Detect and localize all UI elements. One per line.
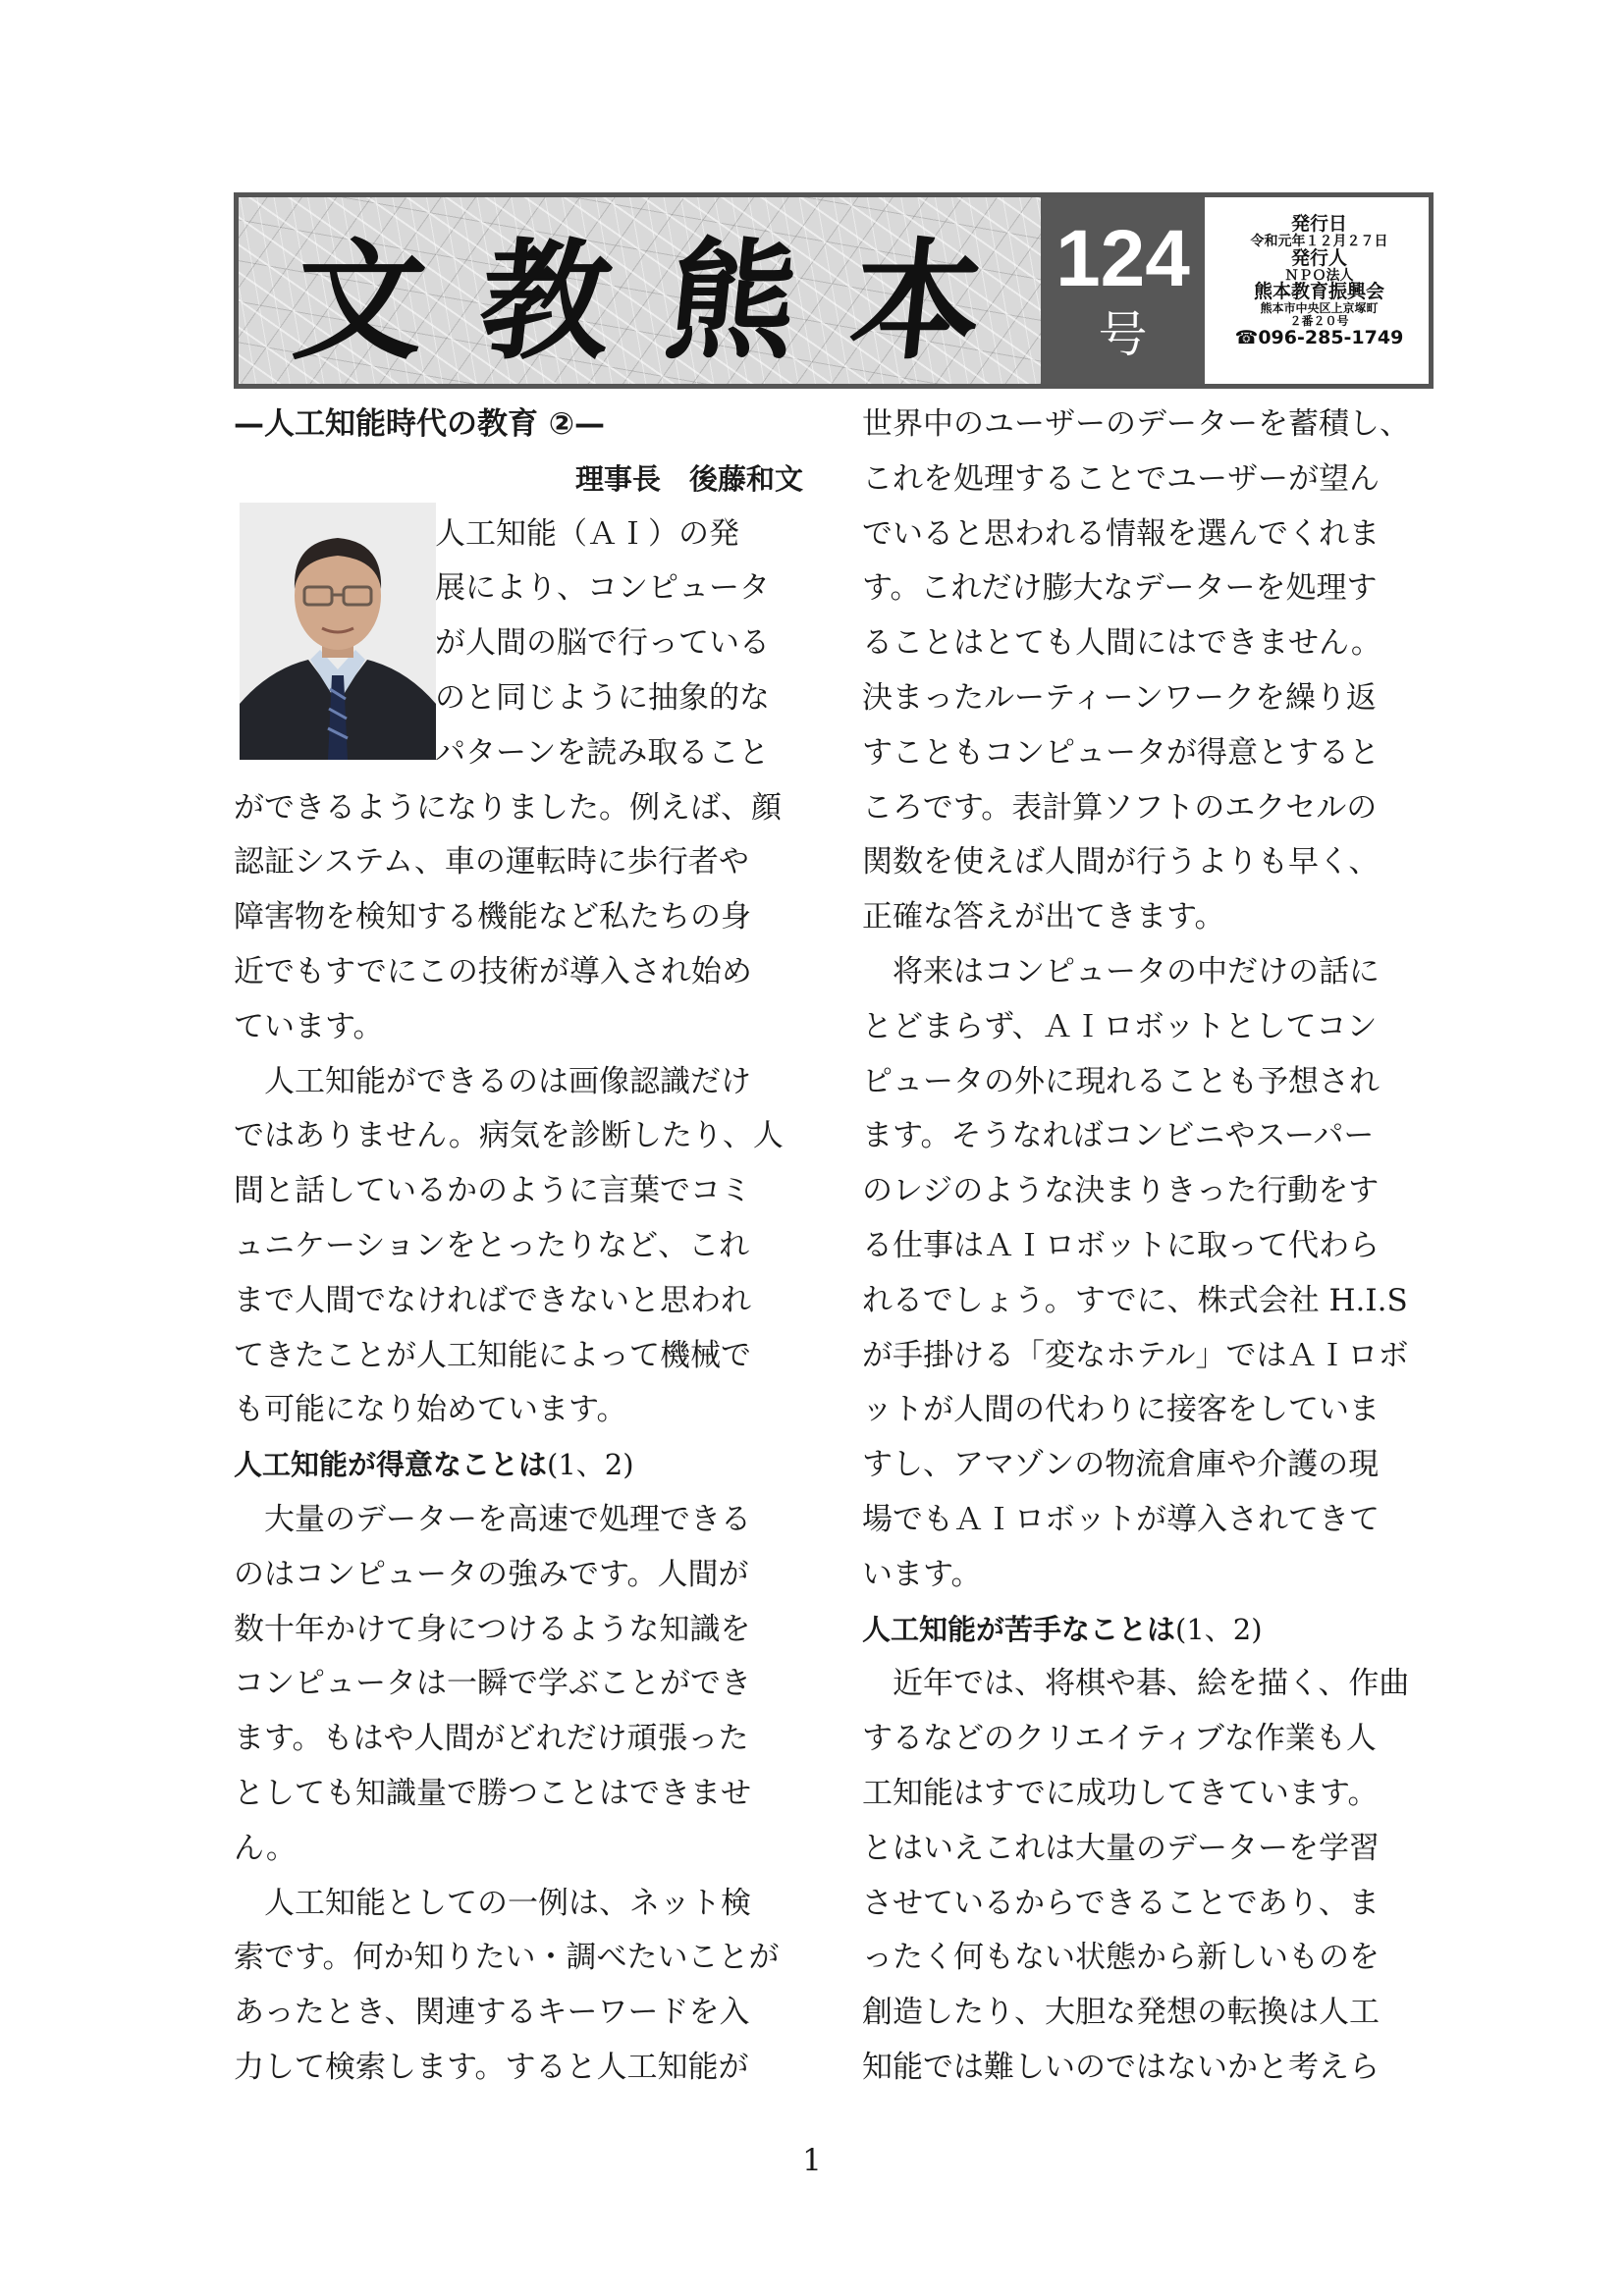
org-name: 熊本教育振興会	[1253, 281, 1384, 303]
publication-info	[1210, 197, 1429, 384]
text-line: ん。	[234, 1830, 297, 1866]
text-line: 関数を使えば人間が行うよりも早く、	[862, 844, 1380, 881]
text-line: 場でもＡＩロボットが導入されてきて	[862, 1501, 1380, 1537]
text-line: 大量のデーターを高速で処理できる	[234, 1501, 751, 1537]
text-line: 人工知能ができるのは画像認識だけ	[234, 1063, 751, 1099]
title-char: 本	[844, 226, 991, 378]
section-heading-text: 人工知能が苦手なことは	[862, 1612, 1176, 1646]
text-line: これを処理することでユーザーが望ん	[862, 460, 1380, 497]
text-line: が人間の脳で行っている	[435, 625, 770, 662]
text-line: 間と話しているかのように言葉でコミ	[234, 1173, 751, 1209]
text-line: 創造したり、大胆な発想の転換は人工	[862, 1995, 1380, 2031]
text-line: させているからできることであり、ま	[862, 1885, 1380, 1921]
text-line: てきたことが人工知能によって機械で	[234, 1337, 751, 1373]
section-heading-text: 人工知能が得意なことは	[234, 1448, 548, 1482]
text-line: す。これだけ膨大なデーターを処理す	[862, 570, 1378, 607]
date-label: 発行日	[1290, 213, 1347, 235]
text-line: 決まったルーティーンワークを繰り返	[862, 679, 1377, 716]
text-line: 正確な答えが出てきます。	[862, 899, 1225, 935]
text-line: います。	[862, 1556, 982, 1592]
address-line-2: ２番２０号	[1289, 313, 1349, 328]
text-line: パターンを読み取ること	[435, 734, 770, 771]
text-line: すこともコンピュータが得意とすると	[862, 734, 1380, 771]
text-line: ができるようになりました。例えば、顔	[234, 789, 782, 826]
text-line: 知能では難しいのではないかと考えら	[862, 2049, 1380, 2085]
text-line: ころです。表計算ソフトのエクセルの	[862, 789, 1378, 826]
text-line: としても知識量で勝つことはできませ	[234, 1775, 751, 1811]
text-line: コンピュータは一瞬で学ぶことができ	[234, 1666, 751, 1702]
text-line: 近でもすでにこの技術が導入され始め	[234, 953, 752, 989]
org-type: ＮＰＯ法人	[1284, 267, 1354, 284]
publication-date: 令和元年１２月２７日	[1250, 233, 1388, 249]
text-line: のと同じように抽象的な	[435, 679, 770, 716]
section-heading-reference: (1、2)	[1175, 1612, 1263, 1646]
issue-unit: 号	[1098, 306, 1148, 363]
text-line: まで人間でなければできないと思われ	[234, 1282, 751, 1318]
title-char: 教	[472, 226, 619, 378]
text-line: ます。もはや人間がどれだけ頑張った	[234, 1721, 749, 1757]
text-line: 工知能はすでに成功してきています。	[862, 1775, 1379, 1811]
line-spacer	[234, 398, 803, 453]
publisher-label: 発行人	[1290, 246, 1347, 269]
issue-number-box	[1041, 197, 1210, 384]
text-line: も可能になり始めています。	[234, 1392, 627, 1428]
text-line: 将来はコンピュータの中だけの話に	[862, 953, 1380, 989]
title-char: 熊	[658, 226, 805, 378]
text-line: するなどのクリエイティブな作業も人	[862, 1721, 1377, 1757]
right-column	[862, 398, 1451, 2096]
text-line: れるでしょう。すでに、株式会社 H.I.S	[862, 1282, 1408, 1318]
text-line: 近年では、将棋や碁、絵を描く、作曲	[862, 1666, 1410, 1702]
section-heading-reference: (1、2)	[547, 1448, 634, 1482]
text-line: 人工知能としての一例は、ネット検	[234, 1885, 751, 1921]
author-byline: 理事長 後藤和文	[574, 462, 803, 496]
text-line: 障害物を検知する機能など私たちの身	[234, 899, 751, 935]
text-line: ュニケーションをとったりなど、これ	[234, 1227, 750, 1263]
text-line: 数十年かけて身につけるような知識を	[234, 1611, 751, 1647]
text-line: のはコンピュータの強みです。人間が	[234, 1556, 749, 1592]
line-spacer	[234, 453, 803, 507]
text-line: 人工知能（ＡＩ）の発	[435, 515, 739, 552]
text-line: ットが人間の代わりに接客をしていま	[862, 1392, 1380, 1428]
left-column	[234, 398, 803, 2096]
text-line: とはいえこれは大量のデーターを学習	[862, 1830, 1380, 1866]
text-line: る仕事はＡＩロボットに取って代わら	[862, 1227, 1380, 1263]
text-line: が手掛ける「変なホテル」ではＡＩロボ	[862, 1337, 1409, 1373]
text-line: 索です。何か知りたい・調べたいことが	[234, 1940, 780, 1976]
phone-number: ☎096-285-1749	[1234, 327, 1404, 349]
title-char: 文	[287, 226, 433, 378]
text-line: のレジのような決まりきった行動をす	[862, 1173, 1380, 1209]
issue-number: 124	[1056, 214, 1190, 303]
left-body-text	[234, 398, 803, 2096]
text-line: とどまらず、ＡＩロボットとしてコン	[862, 1008, 1378, 1044]
text-line: 展により、コンピュータ	[435, 570, 770, 607]
article-title: —人工知能時代の教育 ②—	[234, 406, 606, 442]
text-line: 力して検索します。すると人工知能が	[234, 2049, 749, 2085]
section-heading	[234, 1438, 803, 1493]
text-line: 世界中のユーザーのデーターを蓄積し、	[862, 406, 1410, 442]
text-line: 認証システム、車の運転時に歩行者や	[234, 844, 749, 881]
right-body-text	[862, 398, 1451, 2096]
text-line: ることはとても人間にはできません。	[862, 625, 1381, 662]
section-heading	[862, 1603, 1451, 1658]
text-line: ったく何もない状態から新しいものを	[862, 1940, 1380, 1976]
text-line: ピュータの外に現れることも予想され	[862, 1063, 1380, 1099]
text-line: ではありません。病気を診断したり、人	[234, 1118, 784, 1154]
text-line: ています。	[234, 1008, 384, 1044]
page-number: 1	[802, 2143, 822, 2178]
newsletter-title-logo	[239, 197, 1041, 384]
text-line: あったとき、関連するキーワードを入	[234, 1995, 750, 2031]
text-line: でいると思われる情報を選んでくれま	[862, 515, 1380, 552]
masthead	[234, 192, 1434, 389]
address-line-1: 熊本市中央区上京塚町	[1260, 301, 1379, 316]
newsletter-title	[239, 197, 1041, 384]
text-line: ます。そうなればコンビニやスーパー	[862, 1118, 1375, 1154]
text-line: すし、アマゾンの物流倉庫や介護の現	[862, 1447, 1380, 1483]
